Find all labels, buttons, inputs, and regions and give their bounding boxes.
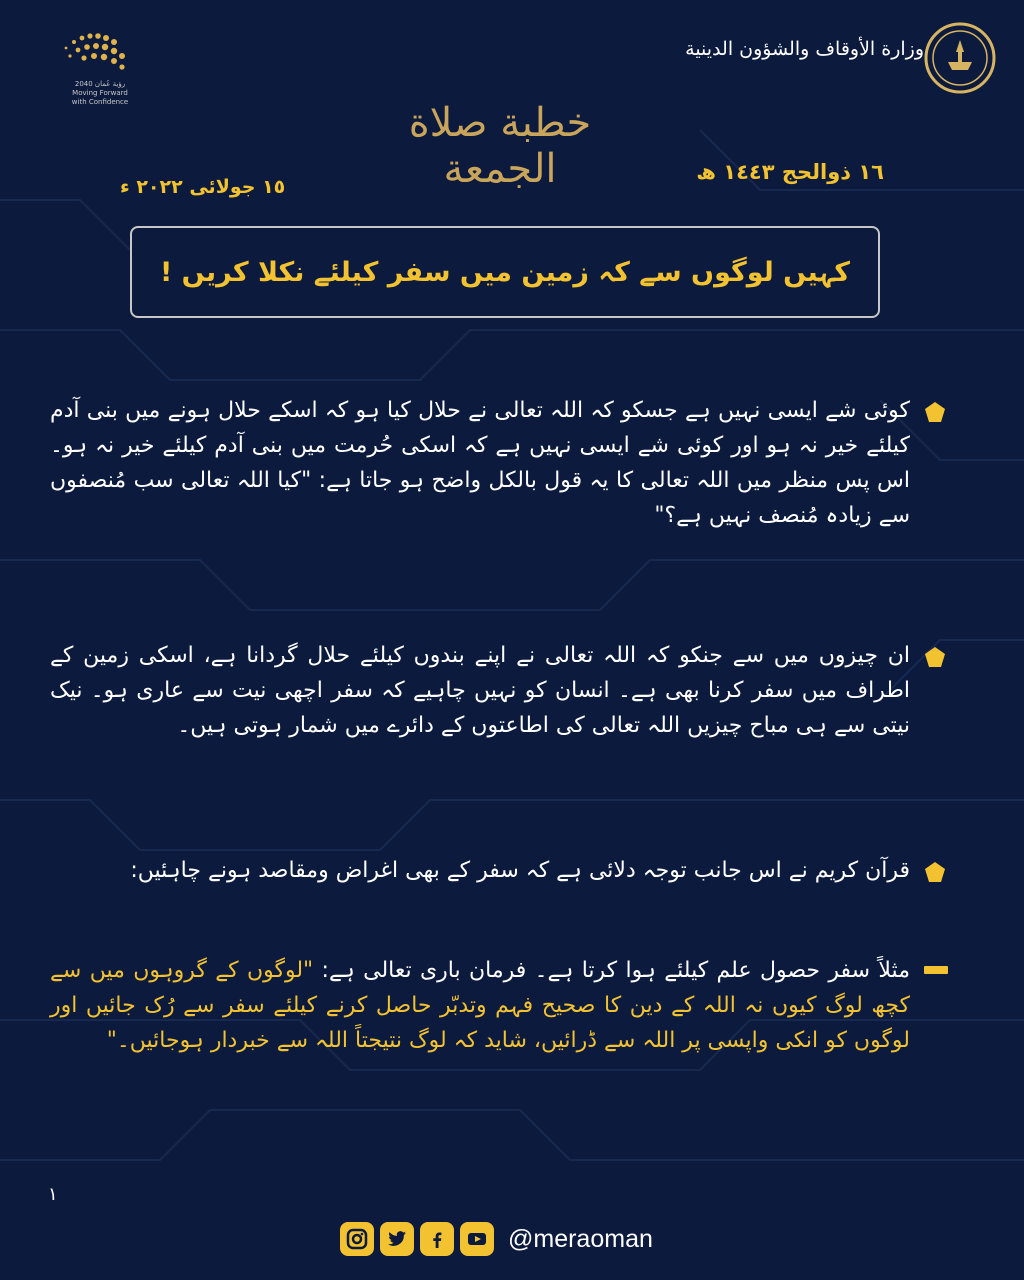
quote-text: "لوگوں کے گروہوں میں سے کچھ لوگ کیوں نہ اللہ کے دین کا صحیح فہم وتدبّر حاصل کرنے کیلئے سفر سے رُک جائیں اور لوگوں کو انکی واپسی پر اللہ سے ڈرائیں، شاید کہ لوگ نتیجتاً اللہ سے خبردار ہوجائیں۔" [50,958,910,1053]
pentagon-bullet-icon [924,401,946,423]
instagram-icon[interactable] [340,1222,374,1256]
pentagon-bullet-icon [924,646,946,668]
dash-bullet-icon [924,966,948,974]
vision-2040-logo-text: رؤية عُمان 2040 Moving Forward with Confidence [71,80,129,106]
friday-sermon-calligraphy [400,70,600,200]
quote-intro: مثلاً سفر حصول علم کیلئے ہوا کرتا ہے۔ فرمان باری تعالی ہے: [321,958,910,983]
page-number: ۱ [48,1184,58,1205]
social-footer [340,1218,653,1260]
pentagon-bullet-icon [924,861,946,883]
paragraph-3: قرآن کریم نے اس جانب توجہ دلائی ہے کہ سفر کے بھی اغراض ومقاصد ہونے چاہئیں: [130,858,910,883]
social-handle[interactable]: @meraoman [508,1224,653,1253]
ministry-seal-logo [924,22,996,94]
facebook-icon[interactable] [420,1222,454,1256]
gregorian-date: ١٥ جولائی ٢٠٢٢ ء [120,176,286,198]
quote-paragraph [50,953,910,1058]
twitter-icon[interactable] [380,1222,414,1256]
paragraph-1: کوئی شے ایسی نہیں ہے جسکو کہ اللہ تعالی نے حلال کیا ہو کہ اسکے حلال ہونے میں بنی آدم کیلئے خیر نہ ہو اور کوئی شے ایسی نہیں ہے کہ اسکی حُرمت میں بنی آدم کیلئے خیر نہ ہو۔ اس پس منظر میں اللہ تعالی کا یہ قول بالکل واضح ہو جاتا ہے: "کیا اللہ تعالی سب مُنصفوں سے زیادہ مُنصف نہیں ہے؟" [50,398,910,528]
hijri-date: ١٦ ذوالحج ١٤٤٣ ھ [696,160,884,184]
youtube-icon[interactable] [460,1222,494,1256]
paragraph-2: ان چیزوں میں سے جنکو کہ اللہ تعالی نے اپنے بندوں کیلئے حلال گردانا ہے، اسکی زمین کے اطراف میں سفر کرنا بھی ہے۔ انسان کو نہیں چاہیے کہ سفر اچھی نیت سے عاری ہو۔ نیک نیتی سے ہی مباح چیزیں اللہ تعالی کی اطاعتوں کے دائرے میں شمار ہوتی ہیں۔ [50,643,910,738]
sermon-headline: کہیں لوگوں سے کہ زمین میں سفر کیلئے نکلا کریں ! [159,256,851,288]
ministry-name: وزارة الأوقاف والشؤون الدينية [685,38,924,60]
friday-sermon-title: خطبة صلاة الجمعة [408,100,592,192]
headline-box [130,226,880,318]
